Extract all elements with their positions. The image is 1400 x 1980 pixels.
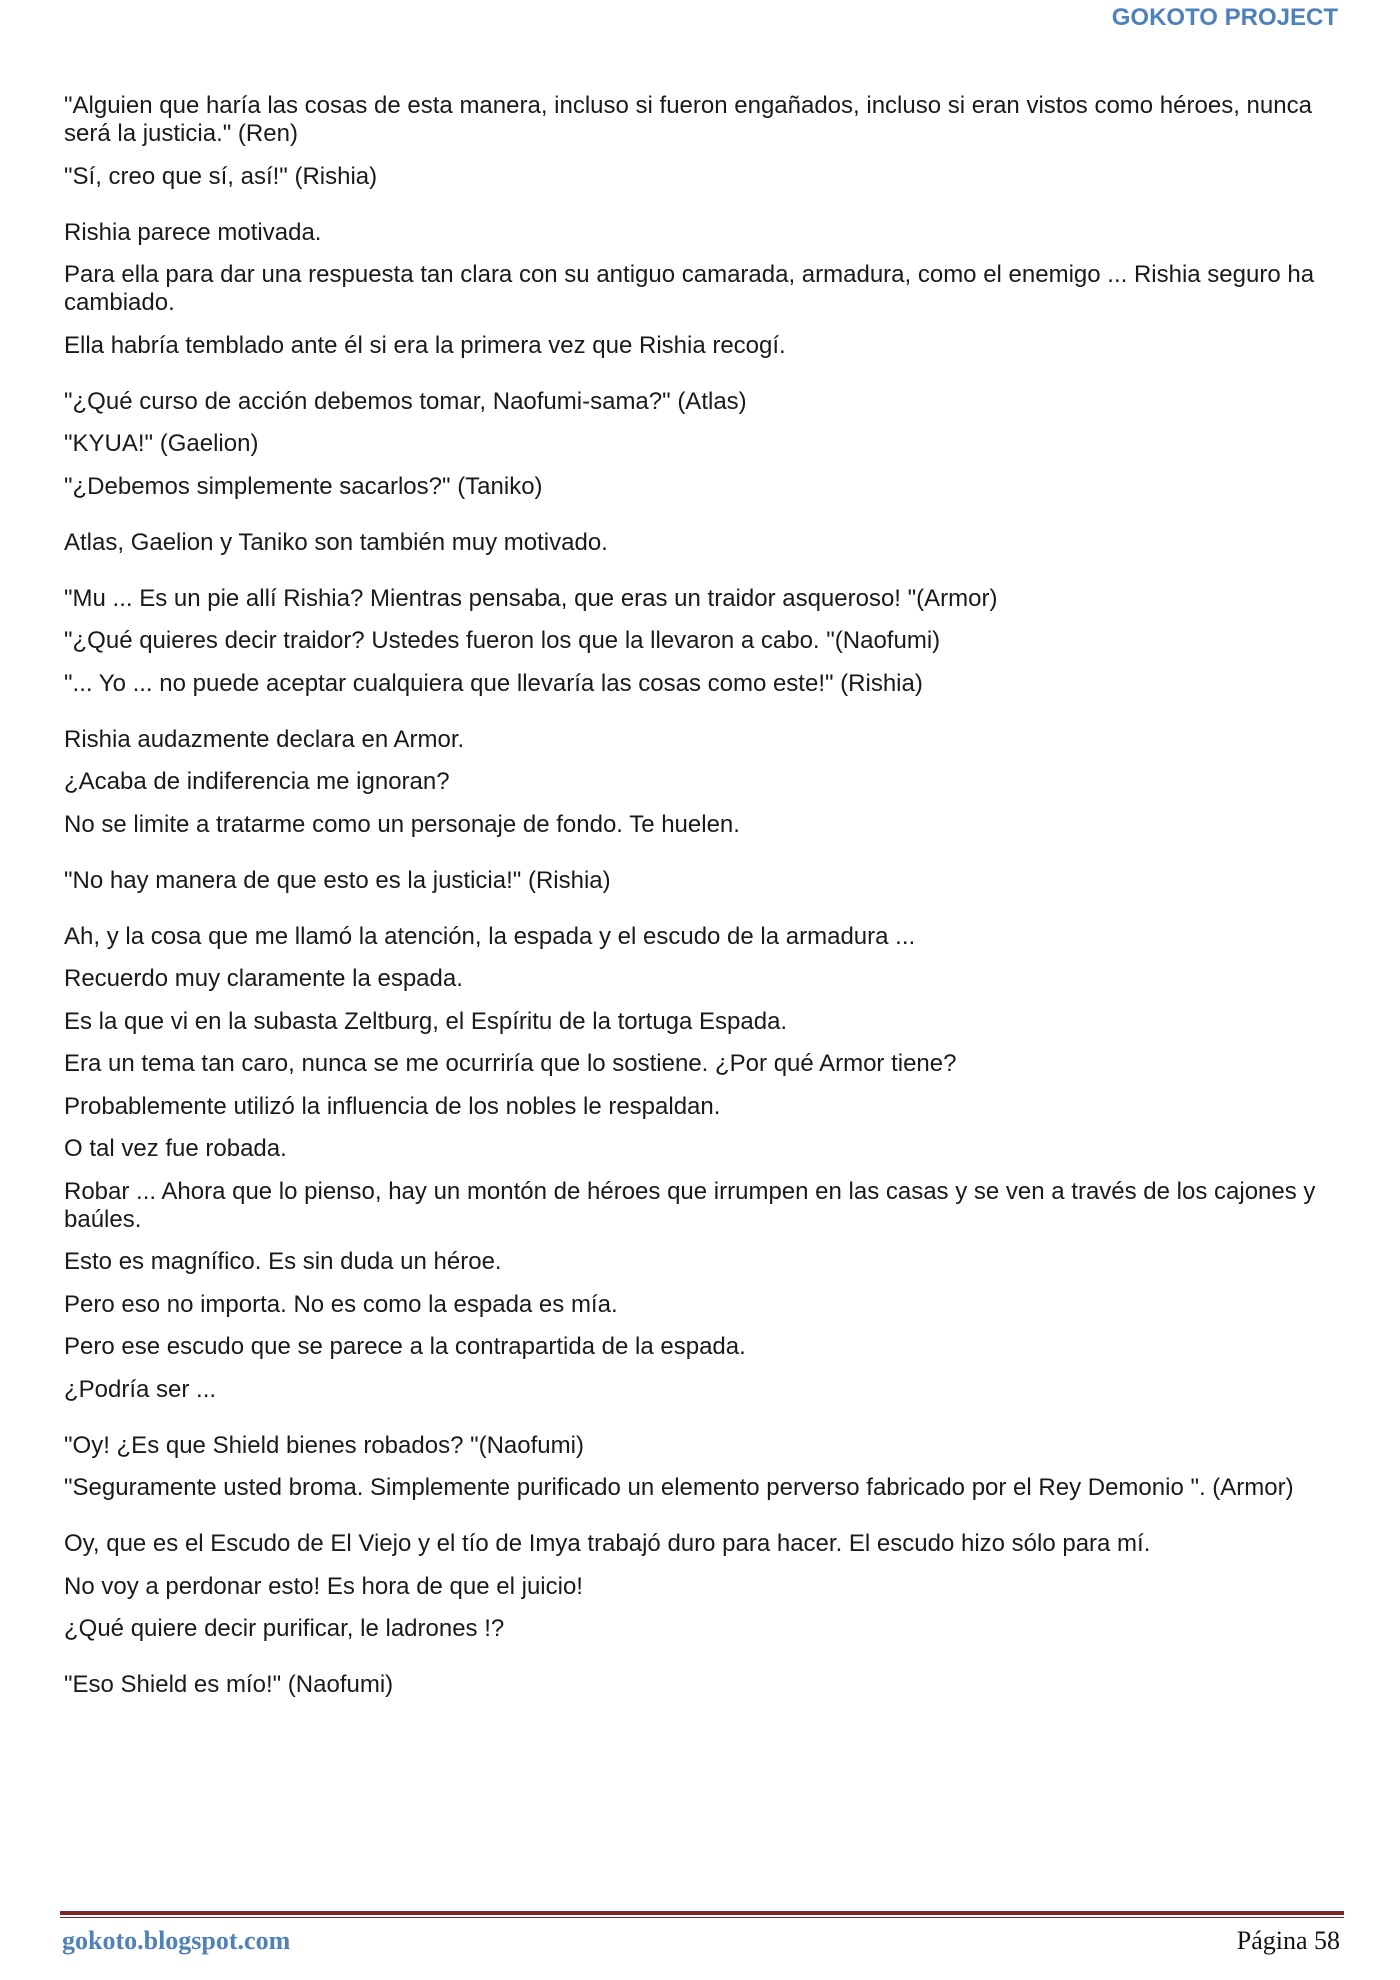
paragraph: No voy a perdonar esto! Es hora de que el juicio! (64, 1572, 583, 1600)
paragraph: "Alguien que haría las cosas de esta manera, incluso si fueron engañados, incluso si eran vistos como héroes, nunca será la justicia." (Ren) (64, 92, 1312, 147)
paragraph: "Sí, creo que sí, así!" (Rishia) (64, 162, 378, 190)
paragraph: Recuerdo muy claramente la espada. (64, 965, 463, 992)
paragraph: Pero ese escudo que se parece a la contrapartida de la espada. (64, 1333, 746, 1360)
paragraph: "Mu ... Es un pie allí Rishia? Mientras pensaba, que eras un traidor asqueroso! "(Armor) (64, 584, 998, 612)
paragraph: "KYUA!" (Gaelion) (64, 430, 259, 457)
paragraph: Era un tema tan caro, nunca se me ocurriría que lo sostiene. ¿Por qué Armor tiene? (64, 1050, 957, 1077)
paragraph: Robar ... Ahora que lo pienso, hay un montón de héroes que irrumpen en las casas y se ven a través de los cajones y baúles. (64, 1177, 1316, 1233)
paragraph: "... Yo ... no puede aceptar cualquiera que llevaría las cosas como este!" (Rishia) (64, 669, 923, 697)
paragraph: Esto es magnífico. Es sin duda un héroe. (64, 1248, 502, 1275)
paragraph: ¿Acaba de indiferencia me ignoran? (64, 768, 450, 795)
paragraph: "No hay manera de que esto es la justicia!" (Rishia) (64, 866, 611, 894)
footer-rule (60, 1911, 1344, 1915)
paragraph: No se limite a tratarme como un personaje de fondo. Te huelen. (64, 810, 740, 838)
paragraph: ¿Qué quiere decir purificar, le ladrones !? (64, 1615, 505, 1642)
page-number: Página 58 (1236, 1926, 1340, 1955)
footer-rule-thin (60, 1917, 1344, 1918)
paragraph: O tal vez fue robada. (64, 1135, 287, 1162)
document-body (64, 92, 1354, 1714)
paragraph: Es la que vi en la subasta Zeltburg, el Espíritu de la tortuga Espada. (64, 1007, 788, 1035)
paragraph: ¿Podría ser ... (64, 1375, 217, 1403)
paragraph: Oy, que es el Escudo de El Viejo y el tío de Imya trabajó duro para hacer. El escudo hizo sólo para mí. (64, 1530, 1151, 1557)
paragraph: Pero eso no importa. No es como la espada es mía. (64, 1290, 618, 1318)
paragraph: "¿Qué curso de acción debemos tomar, Naofumi-sama?" (Atlas) (64, 387, 747, 415)
paragraph: Ella habría temblado ante él si era la primera vez que Rishia recogí. (64, 331, 786, 359)
paragraph: Para ella para dar una respuesta tan clara con su antiguo camarada, armadura, como el enemigo ... Rishia seguro ha cambiado. (64, 261, 1315, 316)
paragraph: Rishia audazmente declara en Armor. (64, 725, 465, 753)
paragraph: Atlas, Gaelion y Taniko son también muy motivado. (64, 528, 608, 556)
paragraph: "Eso Shield es mío!" (Naofumi) (64, 1671, 394, 1698)
footer-site-link[interactable]: gokoto.blogspot.com (62, 1926, 291, 1955)
paragraph: "Seguramente usted broma. Simplemente purificado un elemento perverso fabricado por el Rey Demonio ". (Armor) (64, 1474, 1294, 1501)
paragraph: Ah, y la cosa que me llamó la atención, la espada y el escudo de la armadura ... (64, 922, 916, 950)
paragraph: "¿Debemos simplemente sacarlos?" (Taniko) (64, 472, 543, 500)
paragraph: Rishia parece motivada. (64, 218, 322, 246)
header-title: GOKOTO PROJECT (1111, 4, 1338, 31)
paragraph: Probablemente utilizó la influencia de los nobles le respaldan. (64, 1092, 721, 1120)
paragraph: "¿Qué quieres decir traidor? Ustedes fueron los que la llevaron a cabo. "(Naofumi) (64, 627, 941, 654)
paragraph: "Oy! ¿Es que Shield bienes robados? "(Naofumi) (64, 1431, 584, 1459)
